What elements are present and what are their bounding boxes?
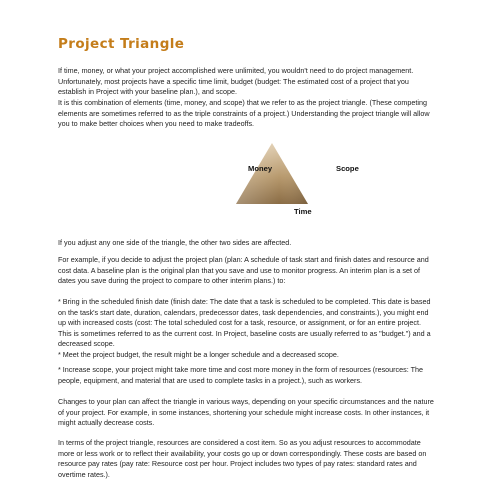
bullet-scope: * Increase scope, your project might take more time and cost more money in the form of resources (resources: The people, equipment, and material that are used to complete tasks in a project.), such as workers.	[58, 365, 423, 385]
scope-label: Scope	[336, 164, 359, 173]
paragraph-example-plan: For example, if you decide to adjust the project plan (plan: A schedule of task start and finish dates and resource and cost data. A baseline plan is the original plan that you save and use to monitor progress. An interim plan is a set of dates you save during the project to compare to other interim plans.) to:	[58, 255, 429, 286]
paragraph-changes: Changes to your plan can affect the triangle in various ways, depending on your specific circumstances and the nature of your project. For example, in some instances, shortening your schedule might increase costs. In other instances, it might actually decrease costs.	[58, 397, 434, 428]
page-title: Project Triangle	[58, 36, 185, 52]
paragraph-intro: If time, money, or what your project accomplished were unlimited, you wouldn't need to do project management. Unfortunately, most projects have a specific time limit, budget (budget: The estimated cost of a project that you establish in Project with your baseline plan.), and scope.	[58, 66, 414, 97]
triangle-icon	[178, 138, 378, 220]
bullet-finish-date: * Bring in the scheduled finish date (finish date: The date that a task is scheduled to be completed. This date is based on the task's start date, duration, calendars, predecessor dates, task dependencies, and constraints.), you might end up with increased costs (cost: The total scheduled cost for a task, resource, or assignment, or for an entire project. This is sometimes referred to as the current cost. In Project, baseline costs are usually referred to as "budget.") and a decreased scope.	[58, 297, 431, 349]
paragraph-sides-affected: If you adjust any one side of the triangle, the other two sides are affected.	[58, 238, 292, 247]
time-label: Time	[294, 207, 312, 216]
paragraph-resources: In terms of the project triangle, resources are considered a cost item. So as you adjust resources to accommodate more or less work or to reflect their availability, your costs go up or down correspondingly. These costs are based on resource pay rates (pay rate: Resource cost per hour. Project includes two types of pay rates: standard rates and overtime rates.).	[58, 438, 427, 479]
paragraph-triangle-definition: It is this combination of elements (time, money, and scope) that we refer to as the project triangle. (These competing elements are sometimes referred to as the triple constraints of a project.) Understanding the project triangle will allow you to make better choices when you need to make tradeoffs.	[58, 98, 430, 129]
bullet-budget: * Meet the project budget, the result might be a longer schedule and a decreased scope.	[58, 350, 339, 359]
money-label: Money	[248, 164, 273, 173]
project-triangle-figure	[178, 138, 378, 220]
